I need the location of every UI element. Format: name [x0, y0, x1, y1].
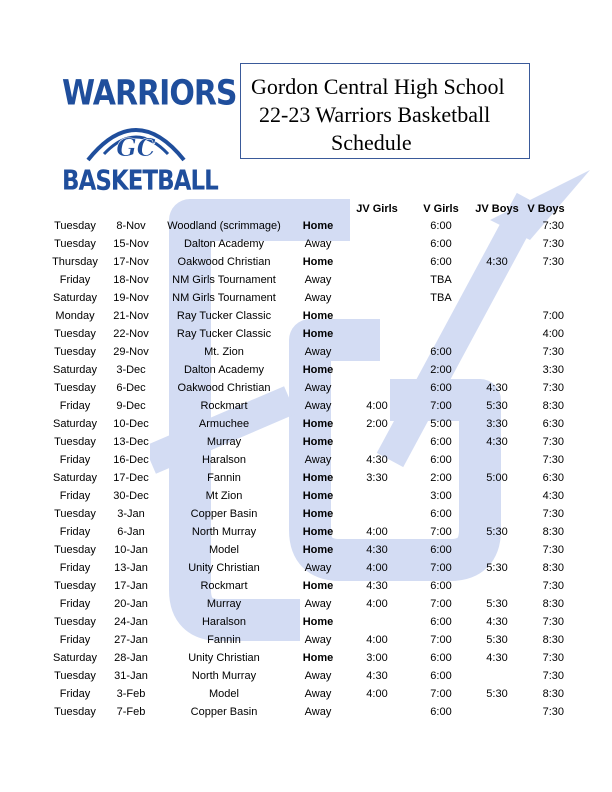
table-row	[0, 508, 612, 526]
opponent: North Murray	[191, 526, 257, 538]
jv-boys-time: 5:30	[486, 688, 508, 700]
day: Friday	[59, 400, 91, 412]
date: 3-Feb	[116, 688, 146, 700]
opponent: Ray Tucker Classic	[176, 310, 272, 322]
table-row	[0, 292, 612, 310]
jv-girls-time: 3:00	[366, 652, 388, 664]
day: Tuesday	[54, 238, 96, 250]
v-boys-time: 8:30	[542, 634, 564, 646]
day: Tuesday	[54, 616, 96, 628]
date: 20-Jan	[114, 598, 148, 610]
v-boys-time: 7:30	[542, 616, 564, 628]
school-name: Gordon Central High School	[251, 74, 505, 99]
table-row	[0, 220, 612, 238]
v-girls-time: 7:00	[430, 634, 452, 646]
v-boys-time: 7:30	[542, 220, 564, 232]
location: Away	[304, 634, 332, 646]
date: 29-Nov	[113, 346, 149, 358]
table-row	[0, 670, 612, 688]
v-girls-time: 6:00	[430, 652, 452, 664]
table-row	[0, 526, 612, 544]
opponent: Mt Zion	[205, 490, 243, 502]
jv-girls-time: 4:00	[366, 526, 388, 538]
jv-boys-time: 5:30	[486, 598, 508, 610]
v-boys-time: 8:30	[542, 400, 564, 412]
jv-girls-time: 4:30	[366, 670, 388, 682]
opponent: Model	[209, 688, 239, 700]
basketball-icon	[84, 110, 188, 166]
jv-boys-time: 5:30	[486, 634, 508, 646]
v-boys-time: 8:30	[542, 526, 564, 538]
schedule-title: 22-23 Warriors Basketball	[259, 102, 491, 127]
date: 16-Dec	[113, 454, 149, 466]
header-jv-boys: JV Boys	[475, 203, 519, 215]
v-boys-time: 7:30	[542, 670, 564, 682]
location: Home	[302, 490, 334, 502]
v-boys-time: 7:30	[542, 706, 564, 718]
opponent: Copper Basin	[190, 706, 258, 718]
day: Tuesday	[54, 670, 96, 682]
v-boys-time: 8:30	[542, 562, 564, 574]
opponent: Rockmart	[200, 580, 248, 592]
jv-girls-time: 3:30	[366, 472, 388, 484]
v-boys-time: 6:30	[542, 472, 564, 484]
v-boys-time: 3:30	[542, 364, 564, 376]
title-box	[240, 63, 530, 159]
table-row	[0, 238, 612, 256]
date: 21-Nov	[113, 310, 149, 322]
v-girls-time: 7:00	[430, 598, 452, 610]
v-boys-time: 7:30	[542, 580, 564, 592]
location: Away	[304, 274, 332, 286]
jv-boys-time: 5:00	[486, 472, 508, 484]
opponent: Oakwood Christian	[177, 382, 271, 394]
day: Friday	[59, 526, 91, 538]
date: 7-Feb	[116, 706, 146, 718]
jv-boys-time: 3:30	[486, 418, 508, 430]
location: Away	[304, 454, 332, 466]
opponent: Dalton Academy	[183, 238, 265, 250]
v-girls-time: 6:00	[430, 616, 452, 628]
day: Tuesday	[54, 544, 96, 556]
day: Tuesday	[54, 328, 96, 340]
opponent: Rockmart	[200, 400, 248, 412]
location: Away	[304, 346, 332, 358]
v-girls-time: 6:00	[430, 346, 452, 358]
date: 30-Dec	[113, 490, 149, 502]
warriors-basketball-logo	[62, 72, 237, 200]
jv-girls-time: 4:00	[366, 562, 388, 574]
location: Away	[304, 706, 332, 718]
opponent: Haralson	[201, 454, 247, 466]
location: Home	[302, 364, 334, 376]
v-boys-time: 7:30	[542, 238, 564, 250]
location: Home	[302, 256, 334, 268]
v-boys-time: 7:30	[542, 508, 564, 520]
jv-boys-time: 4:30	[486, 436, 508, 448]
v-boys-time: 8:30	[542, 598, 564, 610]
table-row	[0, 418, 612, 436]
opponent: Oakwood Christian	[177, 256, 271, 268]
v-boys-time: 7:30	[542, 346, 564, 358]
table-row	[0, 346, 612, 364]
opponent: Mt. Zion	[204, 346, 244, 358]
table-row	[0, 472, 612, 490]
day: Saturday	[52, 292, 98, 304]
table-row	[0, 454, 612, 472]
logo-top-text: WARRIORS	[62, 73, 237, 114]
location: Home	[302, 436, 334, 448]
header-jv-girls: JV Girls	[356, 203, 398, 215]
location: Home	[302, 220, 334, 232]
v-girls-time: 6:00	[430, 382, 452, 394]
jv-boys-time: 4:30	[486, 256, 508, 268]
v-girls-time: 6:00	[430, 508, 452, 520]
date: 17-Nov	[113, 256, 149, 268]
location: Home	[302, 526, 334, 538]
table-row	[0, 382, 612, 400]
table-row	[0, 328, 612, 346]
table-row	[0, 688, 612, 706]
day: Saturday	[52, 652, 98, 664]
v-girls-time: 2:00	[430, 472, 452, 484]
v-girls-time: 6:00	[430, 436, 452, 448]
opponent: Unity Christian	[188, 652, 260, 664]
v-boys-time: 4:00	[542, 328, 564, 340]
date: 10-Jan	[114, 544, 148, 556]
v-girls-time: 2:00	[430, 364, 452, 376]
date: 13-Dec	[113, 436, 149, 448]
day: Friday	[59, 598, 91, 610]
v-boys-time: 7:30	[542, 382, 564, 394]
opponent: Woodland (scrimmage)	[167, 220, 281, 232]
jv-boys-time: 5:30	[486, 400, 508, 412]
v-girls-time: 6:00	[430, 220, 452, 232]
table-row	[0, 652, 612, 670]
date: 9-Dec	[116, 400, 146, 412]
date: 15-Nov	[113, 238, 149, 250]
v-girls-time: 7:00	[430, 562, 452, 574]
v-boys-time: 7:30	[542, 544, 564, 556]
date: 8-Nov	[116, 220, 146, 232]
opponent: Fannin	[207, 634, 241, 646]
day: Tuesday	[54, 382, 96, 394]
date: 27-Jan	[114, 634, 148, 646]
jv-girls-time: 4:00	[366, 400, 388, 412]
v-girls-time: TBA	[430, 292, 452, 304]
table-row	[0, 562, 612, 580]
day: Tuesday	[54, 220, 96, 232]
date: 17-Jan	[114, 580, 148, 592]
svg-text:GC: GC	[116, 133, 156, 162]
v-girls-time: 6:00	[430, 670, 452, 682]
table-row	[0, 580, 612, 598]
jv-girls-time: 4:00	[366, 634, 388, 646]
date: 28-Jan	[114, 652, 148, 664]
table-row	[0, 616, 612, 634]
opponent: Armuchee	[198, 418, 250, 430]
location: Home	[302, 616, 334, 628]
day: Friday	[59, 634, 91, 646]
jv-boys-time: 4:30	[486, 652, 508, 664]
table-row	[0, 400, 612, 418]
v-boys-time: 6:30	[542, 418, 564, 430]
location: Away	[304, 562, 332, 574]
v-girls-time: 6:00	[430, 706, 452, 718]
opponent: Model	[209, 544, 239, 556]
opponent: Murray	[206, 598, 242, 610]
day: Friday	[59, 688, 91, 700]
day: Tuesday	[54, 346, 96, 358]
day: Tuesday	[54, 580, 96, 592]
opponent: Ray Tucker Classic	[176, 328, 272, 340]
table-row	[0, 310, 612, 328]
jv-girls-time: 4:30	[366, 454, 388, 466]
table-row	[0, 256, 612, 274]
v-boys-time: 4:30	[542, 490, 564, 502]
v-boys-time: 7:30	[542, 436, 564, 448]
v-boys-time: 7:30	[542, 256, 564, 268]
location: Home	[302, 508, 334, 520]
table-row	[0, 364, 612, 382]
table-row	[0, 274, 612, 292]
table-row	[0, 634, 612, 652]
v-girls-time: 6:00	[430, 238, 452, 250]
v-boys-time: 7:30	[542, 652, 564, 664]
v-girls-time: 6:00	[430, 256, 452, 268]
day: Saturday	[52, 472, 98, 484]
opponent: Unity Christian	[188, 562, 260, 574]
opponent: Copper Basin	[190, 508, 258, 520]
day: Tuesday	[54, 436, 96, 448]
v-boys-time: 8:30	[542, 688, 564, 700]
jv-girls-time: 4:30	[366, 544, 388, 556]
v-girls-time: 7:00	[430, 526, 452, 538]
logo-bottom-text: BASKETBALL	[62, 165, 218, 197]
jv-girls-time: 4:30	[366, 580, 388, 592]
day: Tuesday	[54, 706, 96, 718]
date: 6-Dec	[116, 382, 146, 394]
date: 19-Nov	[113, 292, 149, 304]
date: 3-Jan	[117, 508, 145, 520]
location: Away	[304, 598, 332, 610]
v-girls-time: 6:00	[430, 544, 452, 556]
jv-boys-time: 5:30	[486, 562, 508, 574]
v-girls-time: 6:00	[430, 580, 452, 592]
location: Away	[304, 400, 332, 412]
v-girls-time: 7:00	[430, 400, 452, 412]
date: 31-Jan	[114, 670, 148, 682]
table-row	[0, 544, 612, 562]
header-v-girls: V Girls	[423, 203, 459, 215]
jv-girls-time: 4:00	[366, 688, 388, 700]
location: Away	[304, 670, 332, 682]
location: Home	[302, 328, 334, 340]
jv-girls-time: 2:00	[366, 418, 388, 430]
location: Away	[304, 382, 332, 394]
location: Home	[302, 418, 334, 430]
location: Home	[302, 472, 334, 484]
location: Away	[304, 238, 332, 250]
opponent: Dalton Academy	[183, 364, 265, 376]
date: 13-Jan	[114, 562, 148, 574]
location: Home	[302, 544, 334, 556]
table-row	[0, 598, 612, 616]
location: Home	[302, 652, 334, 664]
location: Home	[302, 310, 334, 322]
date: 10-Dec	[113, 418, 149, 430]
day: Friday	[59, 274, 91, 286]
v-boys-time: 7:30	[542, 454, 564, 466]
opponent: NM Girls Tournament	[172, 292, 276, 304]
opponent: North Murray	[191, 670, 257, 682]
opponent: Murray	[206, 436, 242, 448]
date: 3-Dec	[116, 364, 146, 376]
day: Saturday	[52, 364, 98, 376]
opponent: Fannin	[207, 472, 241, 484]
table-row	[0, 490, 612, 508]
v-girls-time: TBA	[430, 274, 452, 286]
opponent: Haralson	[201, 616, 247, 628]
day: Thursday	[52, 256, 98, 268]
day: Tuesday	[54, 508, 96, 520]
v-boys-time: 7:00	[542, 310, 564, 322]
day: Saturday	[52, 418, 98, 430]
table-row	[0, 706, 612, 724]
jv-girls-time: 4:00	[366, 598, 388, 610]
date: 18-Nov	[113, 274, 149, 286]
location: Away	[304, 688, 332, 700]
v-girls-time: 6:00	[430, 454, 452, 466]
date: 6-Jan	[117, 526, 145, 538]
date: 17-Dec	[113, 472, 149, 484]
schedule-subtitle: Schedule	[331, 130, 412, 155]
date: 24-Jan	[114, 616, 148, 628]
day: Friday	[59, 454, 91, 466]
v-girls-time: 5:00	[430, 418, 452, 430]
location: Home	[302, 580, 334, 592]
header-v-boys: V Boys	[527, 203, 565, 215]
jv-boys-time: 4:30	[486, 382, 508, 394]
opponent: NM Girls Tournament	[172, 274, 276, 286]
v-girls-time: 7:00	[430, 688, 452, 700]
date: 22-Nov	[113, 328, 149, 340]
day: Monday	[55, 310, 95, 322]
day: Friday	[59, 490, 91, 502]
jv-boys-time: 4:30	[486, 616, 508, 628]
location: Away	[304, 292, 332, 304]
day: Friday	[59, 562, 91, 574]
v-girls-time: 3:00	[430, 490, 452, 502]
jv-boys-time: 5:30	[486, 526, 508, 538]
table-row	[0, 436, 612, 454]
